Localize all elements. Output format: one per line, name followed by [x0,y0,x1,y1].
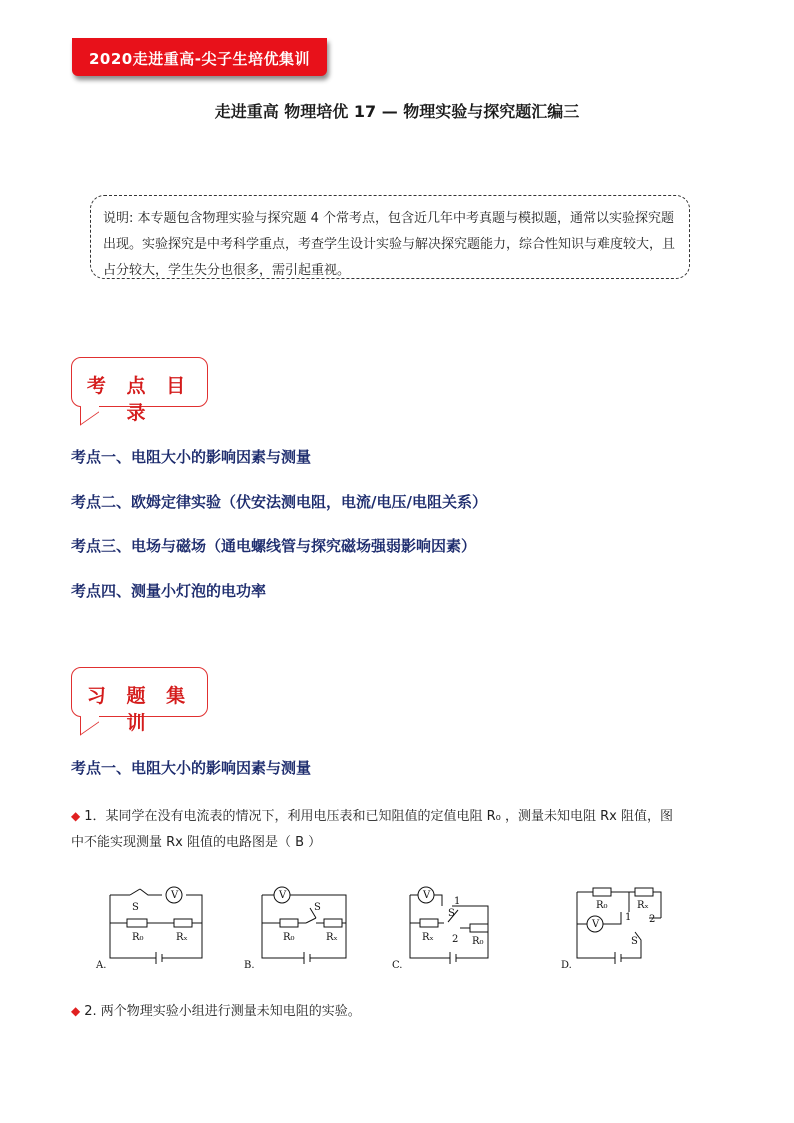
toc-item[interactable]: 考点三、电场与磁场（通电螺线管与探究磁场强弱影响因素） [71,537,477,555]
option-label: C. [392,960,403,971]
r0-label: R₀ [596,900,608,911]
rx-label: Rₓ [326,932,338,943]
option-label: B. [244,960,255,971]
option-label: D. [561,960,572,971]
switch-label: S [631,936,638,947]
circuit-a-svg [92,880,212,975]
question-2-text: 2. 两个物理实验小组进行测量未知电阻的实验。 [84,1004,361,1019]
circuit-b-svg [240,880,360,975]
circuit-diagram-b [240,880,360,975]
r0-label: R₀ [283,932,295,943]
circuit-diagram-a [92,880,212,975]
toc-item[interactable]: 考点二、欧姆定律实验（伏安法测电阻，电流/电压/电阻关系） [71,493,487,511]
circuit-d-svg [557,880,677,975]
option-label: A. [96,960,107,971]
pos1-label: 1 [625,912,632,923]
r0-label: R₀ [132,932,144,943]
header-banner [72,38,327,76]
r0-label: R₀ [472,936,484,947]
voltmeter-label: V [279,890,287,901]
description-box: 说明: 本专题包含物理实验与探究题 4 个常考点，包含近几年中考真题与模拟题，通常以实验探究题出现。实验探究是中考科学重点，考查学生设计实验与解决探究题能力，综合性知识与难度较大，且占分较大，学生失分也很多，需引起重视。 [90,195,690,279]
section-tag-label: 考 点 目 录 [86,375,193,424]
circuit-diagram-c [388,880,508,975]
switch-label: S [448,908,455,919]
rx-label: Rₓ [422,932,434,943]
banner-text: 2020走进重高-尖子生培优集训 [89,50,310,68]
voltmeter-label: V [171,890,179,901]
switch-label: S [314,902,321,913]
section-tag-catalog [71,357,208,424]
circuit-diagram-d [557,880,677,975]
rx-label: Rₓ [176,932,188,943]
pos2-label: 2 [649,914,656,925]
voltmeter-label: V [592,919,600,930]
question-1-line1: 1．某同学在没有电流表的情况下，利用电压表和已知阻值的定值电阻 R₀ ，测量未知电阻 Rx 阻值，图 [84,809,674,824]
toc-item[interactable]: 考点一、电阻大小的影响因素与测量 [71,448,312,466]
rx-label: Rₓ [637,900,649,911]
pos2-label: 2 [452,934,459,945]
section-tag-exercises [71,667,208,734]
question-1-line2: 中不能实现测量 Rx 阻值的电路图是（ B ） [71,835,322,850]
question-2 [71,998,361,1025]
toc-item[interactable]: 考点四、测量小灯泡的电功率 [71,582,267,600]
diamond-bullet-icon: ◆ [71,809,81,823]
section-tag-label: 习 题 集 训 [86,685,193,734]
page-title: 走进重高 物理培优 17 — 物理实验与探究题汇编三 [214,102,580,121]
voltmeter-label: V [423,890,431,901]
subsection-heading: 考点一、电阻大小的影响因素与测量 [71,759,312,777]
switch-label: S [132,902,139,913]
question-1 [71,803,673,856]
diamond-bullet-icon: ◆ [71,1004,81,1018]
circuit-c-svg [388,880,508,975]
pos1-label: 1 [454,896,461,907]
